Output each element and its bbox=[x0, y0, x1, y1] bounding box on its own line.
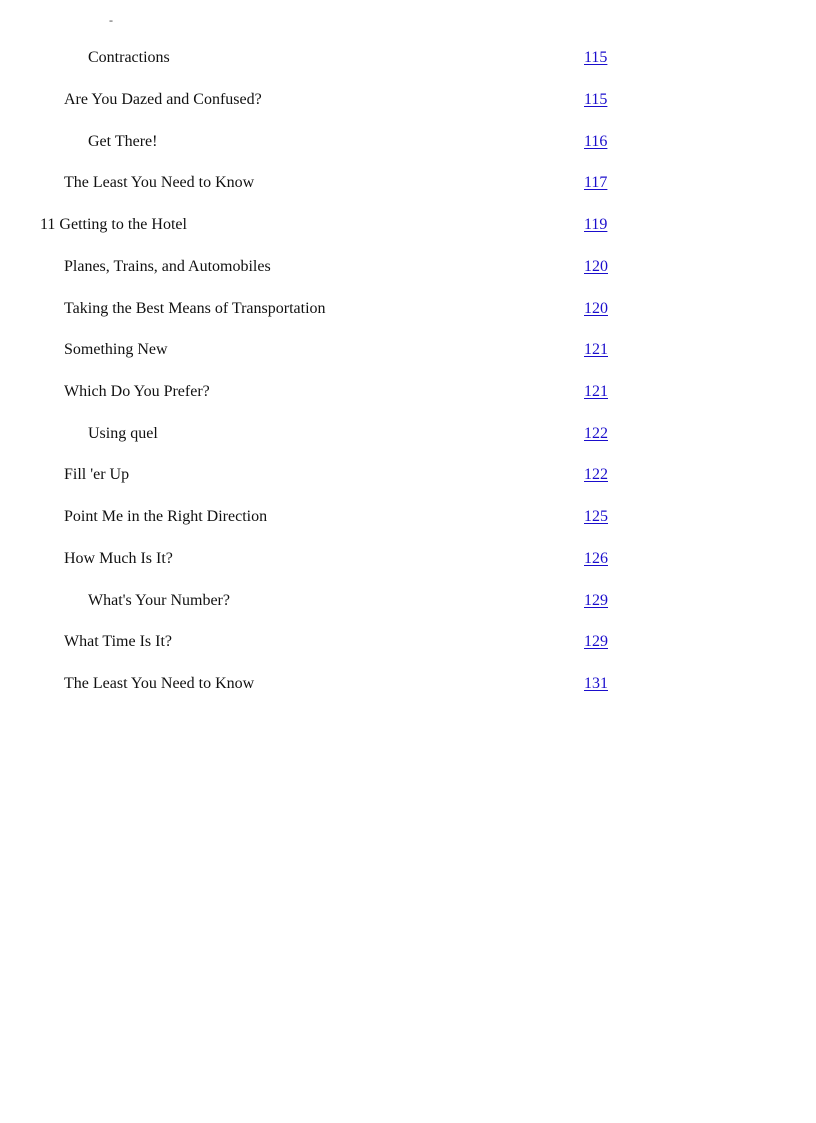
toc-entry bbox=[0, 465, 816, 489]
toc-entry-title: Point Me in the Right Direction bbox=[64, 508, 268, 525]
toc-entry bbox=[0, 549, 816, 573]
toc-entry-title: Taking the Best Means of Transportation bbox=[64, 300, 326, 317]
toc-page-link[interactable]: 131 bbox=[584, 675, 608, 692]
toc-entry bbox=[0, 507, 816, 531]
toc-entry bbox=[0, 299, 816, 323]
toc-entry-title: Planes, Trains, and Automobiles bbox=[64, 258, 271, 275]
toc-page-link[interactable]: 115 bbox=[584, 91, 608, 108]
toc-entry bbox=[0, 424, 816, 448]
toc-entry-title: The Least You Need to Know bbox=[64, 174, 255, 191]
toc-entry bbox=[0, 632, 816, 656]
toc-entry bbox=[0, 90, 816, 114]
toc-entry bbox=[0, 674, 816, 698]
toc-chapter-title: 11 Getting to the Hotel bbox=[40, 216, 187, 233]
toc-entry-title: Using quel bbox=[88, 425, 158, 442]
toc-entry-title: Get There! bbox=[88, 133, 158, 150]
toc-entry bbox=[0, 382, 816, 406]
toc-page-link[interactable]: 115 bbox=[584, 49, 608, 66]
toc-chapter-entry bbox=[0, 215, 816, 239]
toc-entry bbox=[0, 132, 816, 156]
toc-entry bbox=[0, 340, 816, 364]
toc-page-link[interactable]: 125 bbox=[584, 508, 608, 525]
toc-page-link[interactable]: 120 bbox=[584, 258, 608, 275]
toc-page-link[interactable]: 122 bbox=[584, 425, 608, 442]
toc-entry-title: Which Do You Prefer? bbox=[64, 383, 210, 400]
toc-entry bbox=[0, 48, 816, 72]
toc-page-link[interactable]: 122 bbox=[584, 466, 608, 483]
toc-page-link[interactable]: 121 bbox=[584, 383, 608, 400]
toc-entry bbox=[0, 257, 816, 281]
toc-page-link[interactable]: 120 bbox=[584, 300, 608, 317]
toc-entry bbox=[0, 173, 816, 197]
toc-page-link[interactable]: 121 bbox=[584, 341, 608, 358]
top-fragment-mark: - bbox=[109, 13, 113, 27]
toc-entry-title: Are You Dazed and Confused? bbox=[64, 91, 262, 108]
toc-entry-title: Fill 'er Up bbox=[64, 466, 130, 483]
toc-page-link[interactable]: 129 bbox=[584, 633, 608, 650]
toc-page-link[interactable]: 129 bbox=[584, 592, 608, 609]
toc-entry-title: Contractions bbox=[88, 49, 170, 66]
toc-entry-title: How Much Is It? bbox=[64, 550, 173, 567]
toc-page-link[interactable]: 117 bbox=[584, 174, 608, 191]
toc-entry-title: Something New bbox=[64, 341, 168, 358]
toc-page-link[interactable]: 116 bbox=[584, 133, 608, 150]
toc-page-link[interactable]: 119 bbox=[584, 216, 608, 233]
toc-entry-title: What's Your Number? bbox=[88, 592, 230, 609]
toc-page-link[interactable]: 126 bbox=[584, 550, 608, 567]
toc-entry-title: What Time Is It? bbox=[64, 633, 172, 650]
toc-entry bbox=[0, 591, 816, 615]
toc-entry-title: The Least You Need to Know bbox=[64, 675, 255, 692]
